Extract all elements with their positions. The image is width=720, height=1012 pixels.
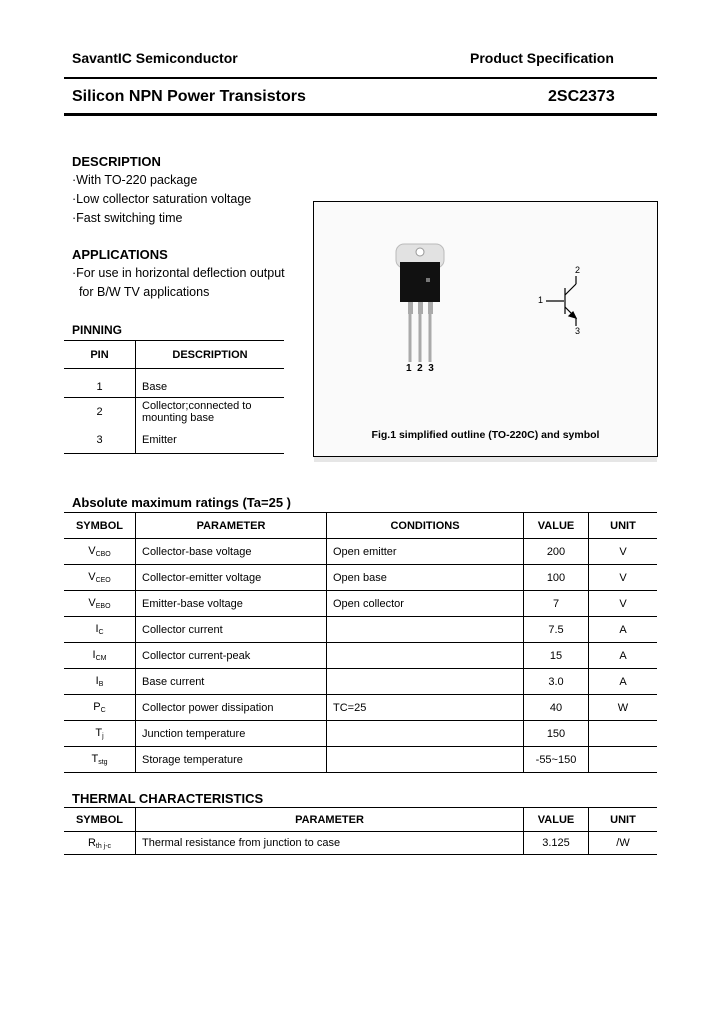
description-column-header: DESCRIPTION <box>172 348 248 361</box>
symbol-letter: V <box>88 597 96 609</box>
pin-description-line: Collector;connected to <box>142 400 252 413</box>
unit-cell: /W <box>589 832 658 855</box>
pin-column-header: PIN <box>64 341 136 369</box>
symbol-subscript: CM <box>95 655 107 662</box>
header-rule <box>64 77 657 79</box>
pinning-table <box>64 340 284 454</box>
symbol-cell <box>64 669 136 695</box>
parameter-cell: Emitter-base voltage <box>136 591 327 617</box>
pin-description <box>136 398 285 427</box>
parameter-cell: Collector current <box>136 617 327 643</box>
unit-cell: A <box>589 669 658 695</box>
description-item: ·With TO-220 package <box>72 173 198 187</box>
table-row <box>64 747 657 773</box>
parameter-cell: Storage temperature <box>136 747 327 773</box>
thermal-table <box>64 807 657 855</box>
part-number: 2SC2373 <box>548 88 615 105</box>
value-cell: 7.5 <box>524 617 589 643</box>
parameter-cell: Base current <box>136 669 327 695</box>
value-cell: 3.0 <box>524 669 589 695</box>
table-row <box>64 669 657 695</box>
symbol-subscript: CEO <box>95 577 111 584</box>
unit-cell <box>589 721 658 747</box>
symbol-cell <box>64 591 136 617</box>
symbol-cell <box>64 565 136 591</box>
symbol-cell <box>64 617 136 643</box>
applications-heading: APPLICATIONS <box>72 247 168 262</box>
conditions-cell: Open emitter <box>327 539 524 565</box>
conditions-cell <box>327 617 524 643</box>
symbol-pin-1: 1 <box>538 295 544 305</box>
package-pin-labels: 1 2 3 <box>406 363 434 374</box>
symbol-cell <box>64 832 136 855</box>
unit-column-header: UNIT <box>589 513 658 539</box>
parameter-cell: Collector current-peak <box>136 643 327 669</box>
symbol-subscript: C <box>100 707 106 714</box>
table-row <box>64 695 657 721</box>
conditions-cell <box>327 747 524 773</box>
symbol-cell <box>64 747 136 773</box>
conditions-cell <box>327 669 524 695</box>
unit-cell <box>589 747 658 773</box>
table-row <box>64 721 657 747</box>
conditions-cell: Open collector <box>327 591 524 617</box>
parameter-column-header: PARAMETER <box>136 513 327 539</box>
value-cell: -55~150 <box>524 747 589 773</box>
title-rule <box>64 113 657 116</box>
unit-cell: W <box>589 695 658 721</box>
unit-cell: V <box>589 591 658 617</box>
to220-package-illustration <box>396 244 444 362</box>
table-row <box>64 539 657 565</box>
symbol-cell <box>64 695 136 721</box>
symbol-pin-2: 2 <box>575 265 581 275</box>
parameter-cell: Collector power dissipation <box>136 695 327 721</box>
symbol-subscript: stg <box>98 759 108 766</box>
conditions-cell: TC=25 <box>327 695 524 721</box>
page-title: Silicon NPN Power Transistors <box>72 88 306 105</box>
pin-description-line: mounting base <box>142 412 215 425</box>
symbol-subscript: th j-c <box>95 842 112 850</box>
symbol-letter: I <box>92 649 96 661</box>
figure-drawing <box>314 202 657 422</box>
parameter-cell: Collector-base voltage <box>136 539 327 565</box>
conditions-cell <box>327 643 524 669</box>
description-item: ·Fast switching time <box>72 211 183 225</box>
symbol-letter: T <box>95 727 103 739</box>
pinning-heading: PINNING <box>72 323 123 337</box>
table-row <box>64 643 657 669</box>
table-row <box>64 617 657 643</box>
parameter-cell: Junction temperature <box>136 721 327 747</box>
symbol-cell <box>64 539 136 565</box>
table-row <box>64 832 657 855</box>
symbol-subscript: CBO <box>95 551 111 558</box>
thermal-heading: THERMAL CHARACTERISTICS <box>72 791 264 806</box>
value-cell: 40 <box>524 695 589 721</box>
symbol-column-header: SYMBOL <box>64 513 136 539</box>
pin-number: 1 <box>64 369 136 398</box>
conditions-cell: Open base <box>327 565 524 591</box>
pin-description: Base <box>142 381 168 393</box>
figure-box <box>313 201 658 457</box>
value-cell: 200 <box>524 539 589 565</box>
symbol-letter: I <box>95 675 99 687</box>
unit-column-header: UNIT <box>589 808 658 832</box>
symbol-letter: I <box>95 623 99 635</box>
npn-transistor-symbol <box>546 276 576 326</box>
parameter-cell: Collector-emitter voltage <box>136 565 327 591</box>
doc-type: Product Specification <box>470 50 614 66</box>
abs-max-table <box>64 512 657 773</box>
table-row <box>64 591 657 617</box>
applications-item: for B/W TV applications <box>72 285 210 299</box>
symbol-letter: R <box>87 836 96 849</box>
value-cell: 15 <box>524 643 589 669</box>
figure-caption: Fig.1 simplified outline (TO-220C) and symbol <box>371 429 600 441</box>
parameter-cell: Thermal resistance from junction to case <box>136 832 524 855</box>
description-heading: DESCRIPTION <box>72 154 161 169</box>
unit-cell: A <box>589 643 658 669</box>
value-cell: 7 <box>524 591 589 617</box>
conditions-cell <box>327 721 524 747</box>
symbol-cell <box>64 721 136 747</box>
value-cell: 150 <box>524 721 589 747</box>
symbol-letter: T <box>91 753 99 765</box>
applications-item: ·For use in horizontal deflection output <box>72 266 285 280</box>
pin-number: 3 <box>64 427 136 454</box>
table-row <box>64 565 657 591</box>
pin-number: 2 <box>64 398 136 427</box>
conditions-column-header: CONDITIONS <box>327 513 524 539</box>
value-column-header: VALUE <box>524 808 589 832</box>
unit-cell: A <box>589 617 658 643</box>
company-name: SavantIC Semiconductor <box>72 50 238 66</box>
symbol-pin-3: 3 <box>575 326 581 336</box>
symbol-cell <box>64 643 136 669</box>
symbol-letter: V <box>88 545 96 557</box>
value-column-header: VALUE <box>524 513 589 539</box>
description-item: ·Low collector saturation voltage <box>72 192 252 206</box>
symbol-subscript: j <box>102 733 104 740</box>
abs-max-heading: Absolute maximum ratings (Ta=25 ) <box>72 495 292 510</box>
parameter-column-header: PARAMETER <box>136 808 524 832</box>
symbol-letter: V <box>88 571 96 583</box>
symbol-subscript: B <box>98 681 104 688</box>
value-cell: 100 <box>524 565 589 591</box>
unit-cell: V <box>589 565 658 591</box>
symbol-letter: P <box>93 701 101 713</box>
symbol-subscript: EBO <box>95 603 111 610</box>
value-cell: 3.125 <box>524 832 589 855</box>
symbol-column-header: SYMBOL <box>64 808 136 832</box>
unit-cell: V <box>589 539 658 565</box>
pin-description: Emitter <box>142 433 177 446</box>
symbol-subscript: C <box>98 629 104 636</box>
